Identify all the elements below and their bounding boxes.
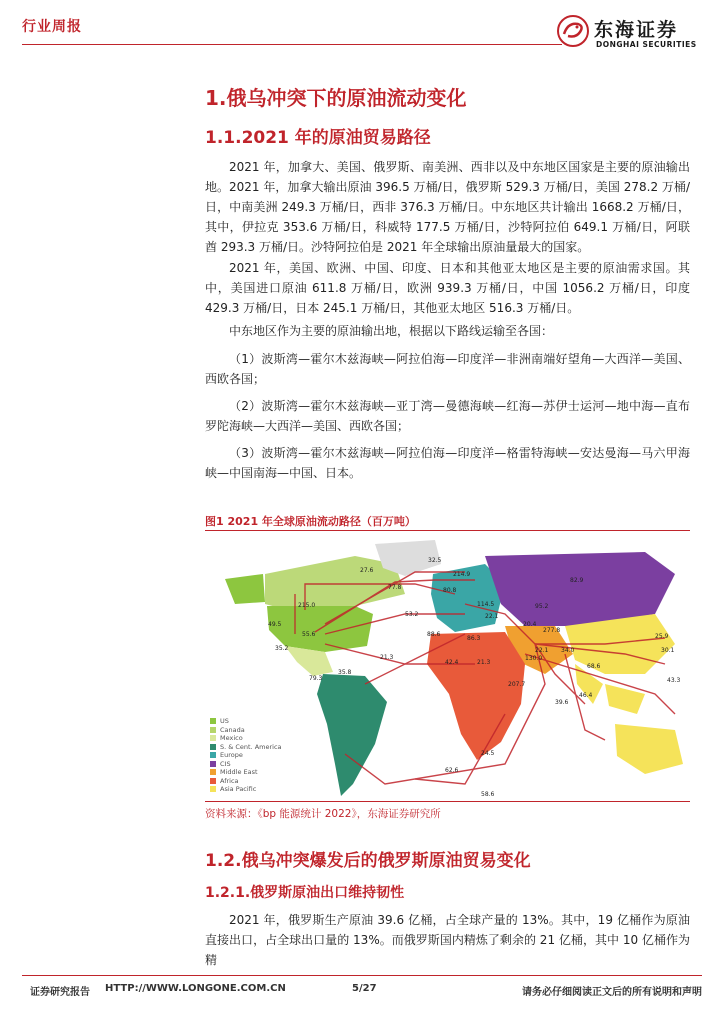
route-paragraph: （1）波斯湾—霍尔木兹海峡—阿拉伯海—印度洋—非洲南端好望角—大西洋—美国、西欧各国；	[205, 352, 690, 386]
report-type-tag: 行业周报	[22, 19, 82, 35]
legend-item	[210, 751, 290, 760]
legend-label: Mexico	[220, 734, 243, 743]
flow-value-label: 35.8	[338, 669, 352, 676]
flow-value-label: 55.6	[302, 631, 316, 638]
flow-value-label: 214.9	[453, 571, 471, 578]
flow-value-label: 22.1	[535, 647, 549, 654]
body-paragraph: 2021 年，俄罗斯生产原油 39.6 亿桶，占全球产量的 13%。其中，19 亿桶作为原油直接出口，占全球出口量的 13%。而俄罗斯国内精炼了剩余的 21 亿桶，其中 10 亿桶作为精	[205, 913, 690, 967]
legend-label: Africa	[220, 776, 239, 785]
flow-value-label: 95.2	[535, 603, 549, 610]
dragon-logo-icon	[556, 14, 590, 48]
body-paragraph: 中东地区作为主要的原油输出地，根据以下路线运输至各国：	[229, 324, 554, 338]
legend-item	[210, 768, 290, 777]
legend-swatch	[210, 769, 216, 775]
footer-divider	[22, 975, 702, 976]
figure-source: 资料来源：《bp 能源统计 2022》，东海证券研究所	[205, 808, 441, 820]
section-heading: 1.俄乌冲突下的原油流动变化	[205, 86, 467, 110]
flow-value-label: 35.2	[275, 645, 289, 652]
flow-value-label: 25.9	[655, 633, 669, 640]
page-header	[0, 0, 724, 52]
route-paragraph: （3）波斯湾—霍尔木兹海峡—阿拉伯海—印度洋—格雷特海峡—安达曼海—马六甲海峡—中国南海—中国、日本。	[205, 446, 690, 480]
flow-value-label: 46.4	[579, 692, 593, 699]
flow-value-label: 24.5	[481, 750, 495, 757]
flow-value-label: 277.8	[543, 627, 561, 634]
flow-value-label: 82.9	[570, 577, 584, 584]
legend-label: S. & Cent. America	[220, 742, 282, 751]
legend-swatch	[210, 718, 216, 724]
flow-value-label: 77.8	[388, 584, 402, 591]
legend-item	[210, 785, 290, 794]
legend-swatch	[210, 778, 216, 784]
flow-value-label: 68.6	[587, 663, 601, 670]
flow-value-label: 21.3	[477, 659, 491, 666]
legend-swatch	[210, 727, 216, 733]
legend-swatch	[210, 735, 216, 741]
flow-value-label: 34.0	[561, 647, 575, 654]
route-paragraph: （2）波斯湾—霍尔木兹海峡—亚丁湾—曼德海峡—红海—苏伊士运河—地中海—直布罗陀海峡—大西洋—美国、西欧各国；	[205, 399, 690, 433]
donghai-logo	[556, 14, 706, 54]
logo-chinese-name: 东海证券	[594, 19, 679, 41]
flow-value-label: 86.3	[467, 635, 481, 642]
legend-label: US	[220, 717, 229, 726]
flow-value-label: 130.0	[525, 655, 543, 662]
body-paragraph: 2021 年，美国、欧洲、中国、印度、日本和其他亚太地区是主要的原油需求国。其中，美国进口原油 611.8 万桶/日，欧洲 939.3 万桶/日，中国 1056.2 万桶/日，印度 429.3 万桶/日，日本 245.1 万桶/日，其他亚太地区 516.3 万桶/日。	[205, 261, 690, 315]
subsection-heading: 1.1.2021 年的原油贸易路径	[205, 128, 431, 148]
legend-label: CIS	[220, 759, 231, 768]
legend-label: Canada	[220, 725, 245, 734]
legend-item	[210, 777, 290, 786]
legend-item	[210, 734, 290, 743]
figure-bottom-rule	[205, 801, 690, 802]
flow-value-label: 215.0	[298, 602, 316, 609]
legend-item	[210, 717, 290, 726]
flow-value-label: 207.7	[508, 681, 526, 688]
flow-value-label: 22.1	[485, 613, 499, 620]
flow-value-label: 88.6	[427, 631, 441, 638]
legend-swatch	[210, 744, 216, 750]
flow-value-label: 79.3	[309, 675, 323, 682]
legend-label: Middle East	[220, 768, 258, 777]
header-divider	[22, 44, 562, 45]
map-legend	[210, 717, 290, 794]
flow-value-label: 20.4	[523, 621, 537, 628]
sub-subsection-heading: 1.2.1.俄罗斯原油出口维持韧性	[205, 885, 405, 901]
legend-item	[210, 726, 290, 735]
footer-report-label: 证券研究报告	[30, 987, 90, 998]
page-number: 5/27	[352, 983, 377, 994]
logo-english-name: DONGHAI SECURITIES	[596, 40, 697, 49]
legend-item	[210, 760, 290, 769]
legend-swatch	[210, 752, 216, 758]
footer-website-link[interactable]: HTTP://WWW.LONGONE.COM.CN	[105, 983, 286, 994]
flow-value-label: 27.6	[360, 567, 374, 574]
subsection-heading: 1.2.俄乌冲突爆发后的俄罗斯原油贸易变化	[205, 851, 531, 871]
flow-value-label: 53.2	[405, 611, 419, 618]
legend-swatch	[210, 761, 216, 767]
flow-value-label: 42.4	[445, 659, 459, 666]
body-paragraph: 2021 年，加拿大、美国、俄罗斯、南美洲、西非以及中东地区国家是主要的原油输出地。2021 年，加拿大输出原油 396.5 万桶/日，俄罗斯 529.3 万桶/日，美国 278.2 万桶/日，中南美洲 249.3 万桶/日，西非 376.3 万桶/日。中东地区共计输出 1668.2 万桶/日，其中，伊拉克 353.6 万桶/日，科威特 177.5 万桶/日，沙特阿拉伯 649.1 万桶/日，阿联酋 293.3 万桶/日。沙特阿拉伯是 2021 年全球输出原油量最大的国家。	[205, 160, 690, 254]
flow-value-label: 43.3	[667, 677, 681, 684]
legend-item	[210, 743, 290, 752]
figure-title: 图1 2021 年全球原油流动路径（百万吨）	[205, 515, 416, 528]
flow-value-label: 80.8	[443, 587, 457, 594]
flow-value-label: 21.3	[380, 654, 394, 661]
footer-disclaimer: 请务必仔细阅读正文后的所有说明和声明	[522, 987, 702, 998]
legend-swatch	[210, 786, 216, 792]
figure-top-rule	[205, 530, 690, 531]
flow-value-label: 32.5	[428, 557, 442, 564]
legend-label: Europe	[220, 751, 243, 760]
legend-label: Asia Pacific	[220, 785, 257, 794]
flow-value-label: 58.6	[481, 791, 495, 798]
flow-value-label: 30.1	[661, 647, 675, 654]
flow-value-label: 39.6	[555, 699, 569, 706]
flow-value-label: 49.5	[268, 621, 282, 628]
flow-value-label: 114.5	[477, 601, 495, 608]
flow-value-label: 62.6	[445, 767, 459, 774]
